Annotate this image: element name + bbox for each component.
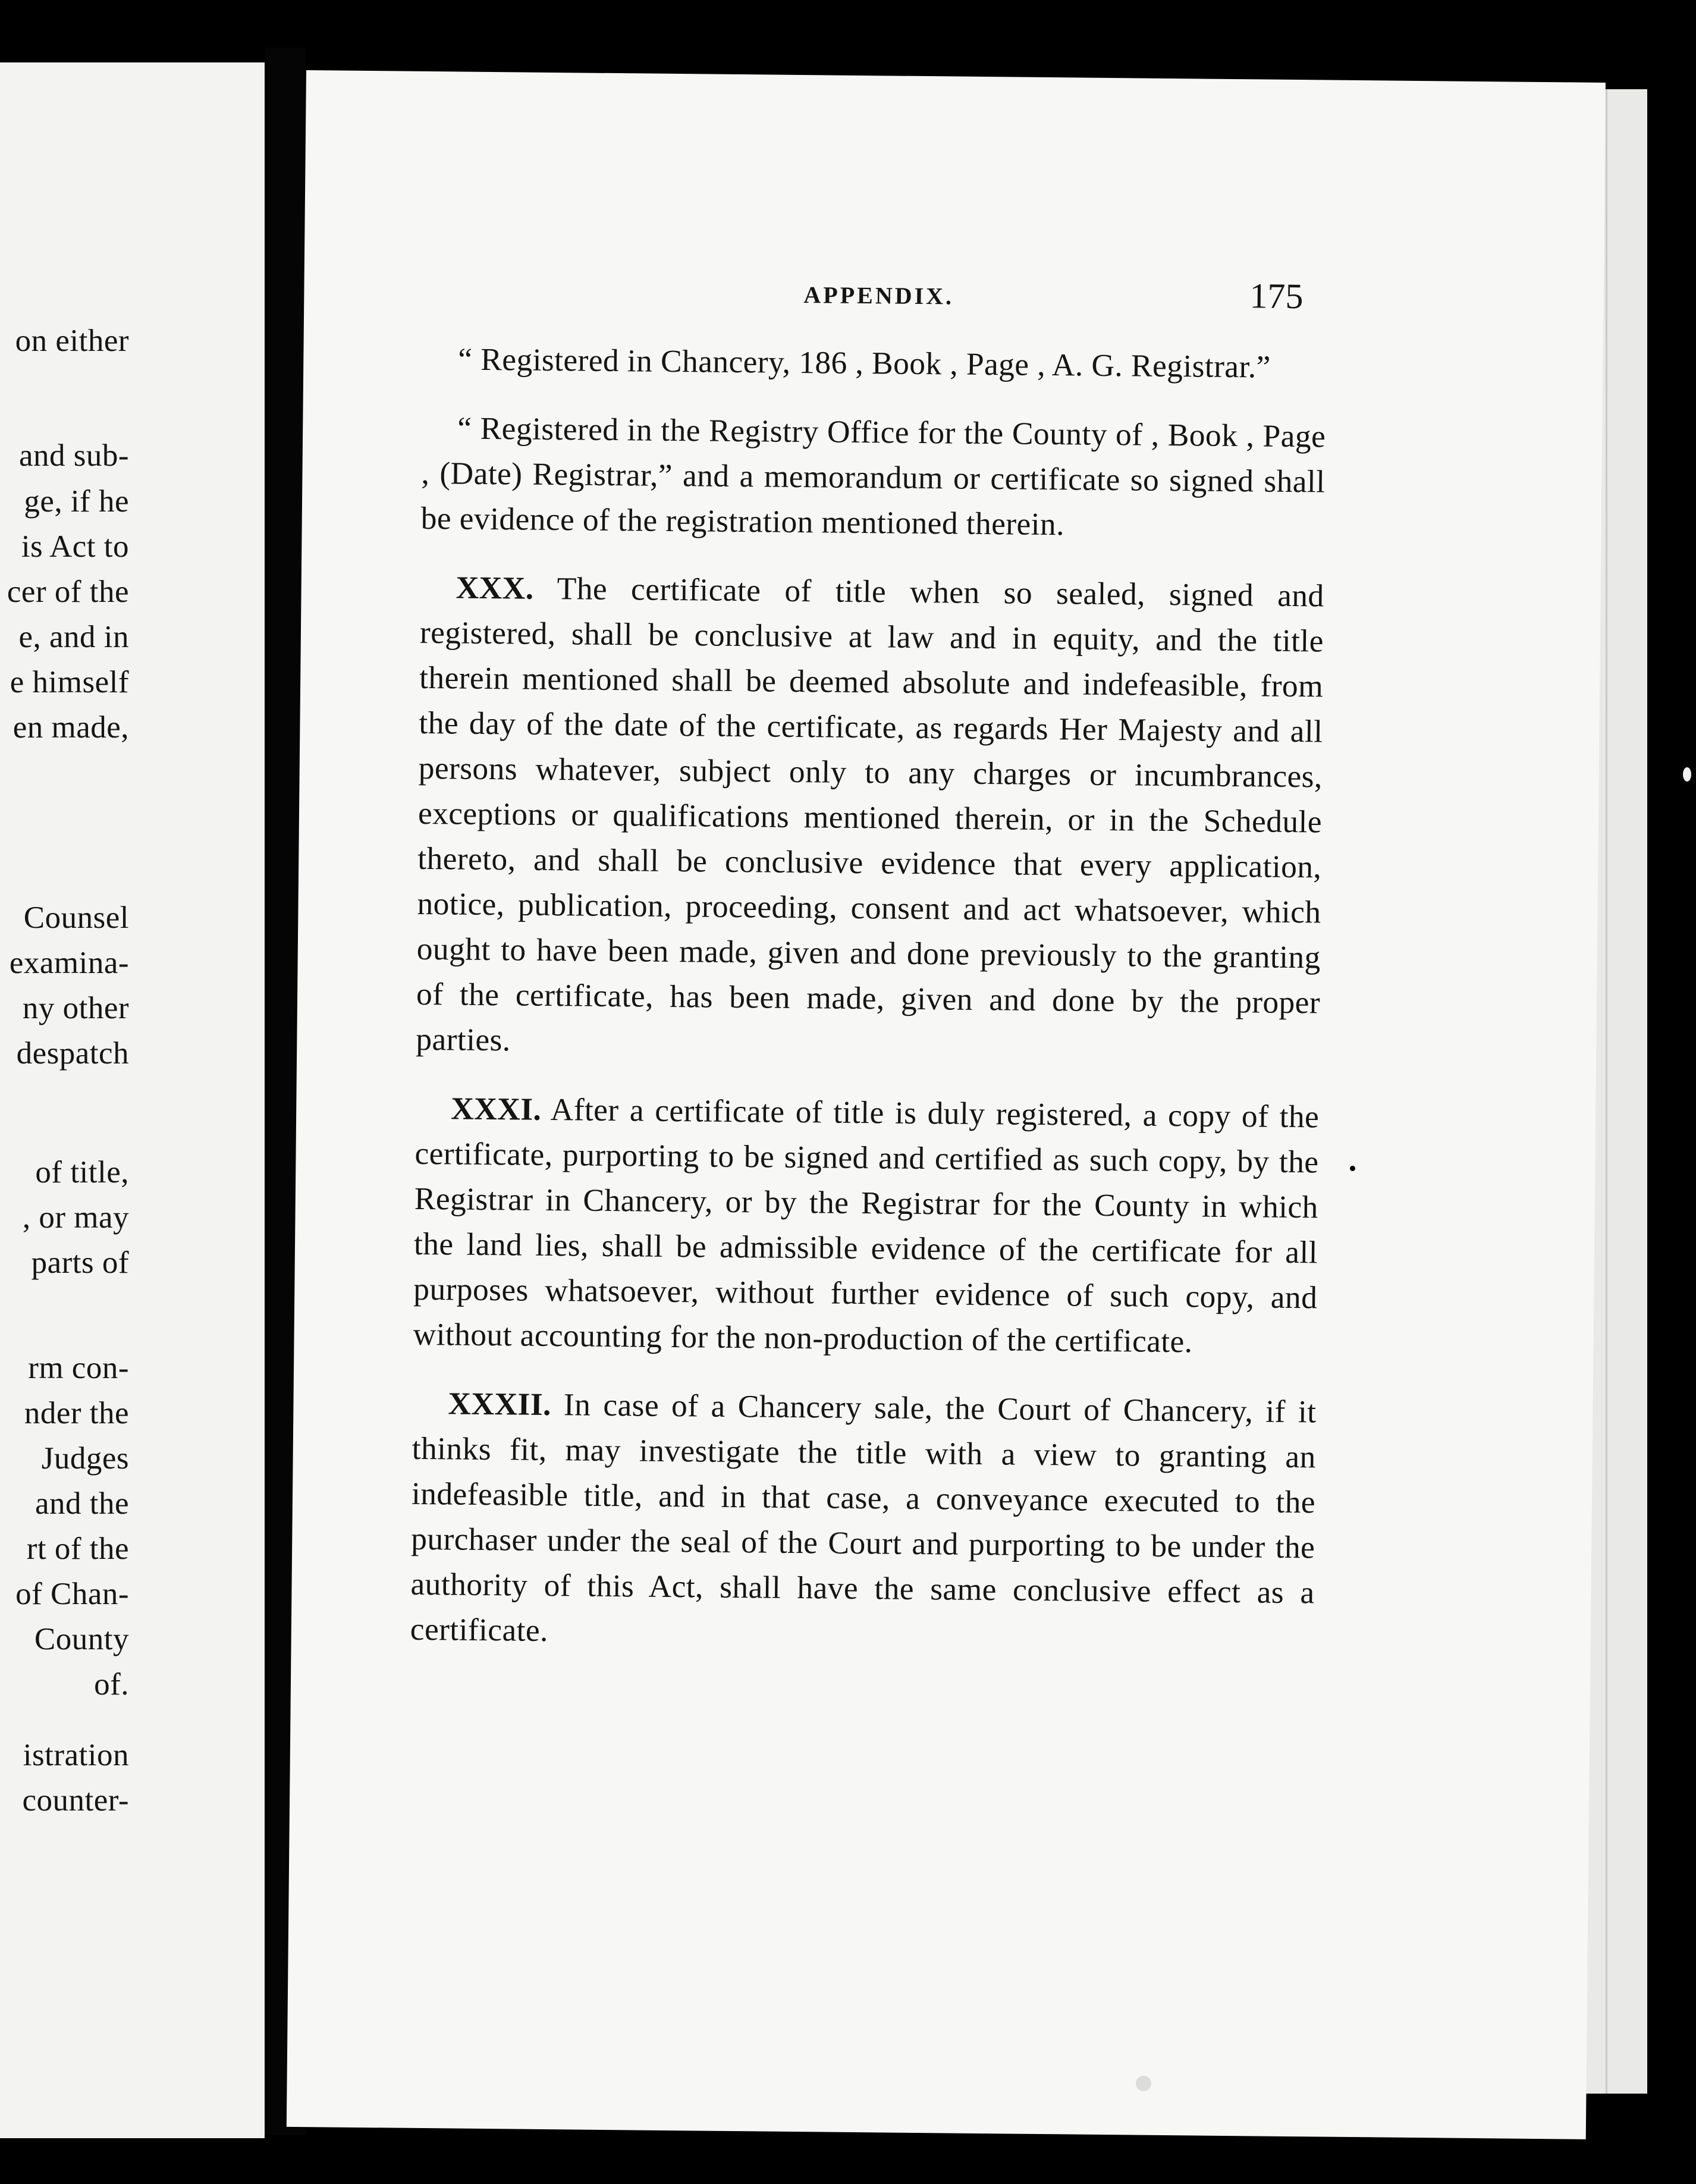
section-xxxii — [410, 1380, 1316, 1661]
left-line: istration — [23, 1738, 129, 1772]
page-number: 175 — [1249, 276, 1304, 316]
left-line: is Act to — [21, 529, 129, 564]
left-line: rt of the — [26, 1532, 129, 1566]
left-line: of. — [94, 1667, 129, 1702]
left-line: en made, — [12, 710, 129, 745]
running-title: APPENDIX. — [803, 281, 954, 310]
left-line: e himself — [10, 665, 129, 699]
section-xxxi — [413, 1085, 1319, 1366]
page-edge-line — [1606, 89, 1607, 2094]
section-xxx — [416, 564, 1324, 1071]
left-line: and sub- — [18, 438, 129, 473]
left-line: Judges — [41, 1441, 129, 1476]
left-line: nder the — [24, 1396, 129, 1430]
scan-speck — [1136, 2076, 1151, 2091]
left-line: despatch — [16, 1036, 129, 1071]
scan-speck — [1350, 1166, 1355, 1171]
left-line: examina- — [9, 946, 129, 980]
left-line: rm con- — [28, 1351, 129, 1385]
section-number: XXXI. — [450, 1090, 542, 1127]
section-text: After a certificate of title is duly registered, a copy of the certificate, purporting to be signed and certified as such copy, by the Registrar in Chancery, or by the Registrar for the County in which the land lies, shall be admissible evidence of the certificate for all purposes whatsoever, without further evidence of such copy, and without accounting for the non-production of the certificate. — [413, 1091, 1320, 1360]
left-line: ge, if he — [24, 484, 129, 519]
left-line: Counsel — [23, 900, 129, 935]
previous-page — [0, 62, 265, 2138]
scan-speck — [1683, 767, 1691, 782]
left-line: , or may — [22, 1200, 129, 1235]
left-line: on either — [15, 324, 129, 358]
left-line: of title, — [35, 1155, 129, 1190]
left-line: ny other — [22, 991, 129, 1025]
left-line: cer of the — [7, 575, 129, 609]
left-line: of Chan- — [15, 1577, 129, 1611]
section-number: XXXII. — [448, 1385, 552, 1423]
page-body — [410, 336, 1327, 1684]
left-line: parts of — [31, 1245, 129, 1280]
left-line: counter- — [22, 1783, 129, 1818]
current-page — [287, 70, 1606, 2139]
left-line: and the — [34, 1486, 129, 1521]
left-line: County — [34, 1622, 129, 1656]
section-number: XXX. — [456, 569, 534, 606]
section-text: In case of a Chancery sale, the Court of Chancery, if it thinks fit, may investigate the title with a view to granting an indefeasible title, and in that case, a conveyance executed to the purchaser under the seal of the Court and purporting to be under the authority of this Act, shall have the same conclusive effect as a certificate. — [410, 1386, 1317, 1649]
form-chancery: “ Registered in Chancery, 186 , Book , Page , A. G. Registrar.” — [458, 341, 1271, 385]
section-text: The certificate of title when so sealed, signed and registered, shall be conclusive at law and in equity, and the title therein mentioned shall be deemed absolute and indefeasible, from the day of the date of the certificate, as regards Her Majesty and all persons whatever, subject only to any charges or incumbrances, exceptions or qualifications mentioned therein, or in the Schedule thereto, and shall be conclusive evidence that every application, notice, publication, proceeding, consent and act whatsoever, which ought to have been made, given and done previously to the granting of the certificate, has been made, given and done by the proper parties. — [416, 570, 1324, 1058]
form-county: “ Registered in the Registry Office for the County of , Book , Page , (Date) Registrar,” and a memorandum or certificate so signed shall be evidence of the registration mentioned therein. — [420, 410, 1326, 542]
left-line: e, and in — [18, 620, 129, 654]
